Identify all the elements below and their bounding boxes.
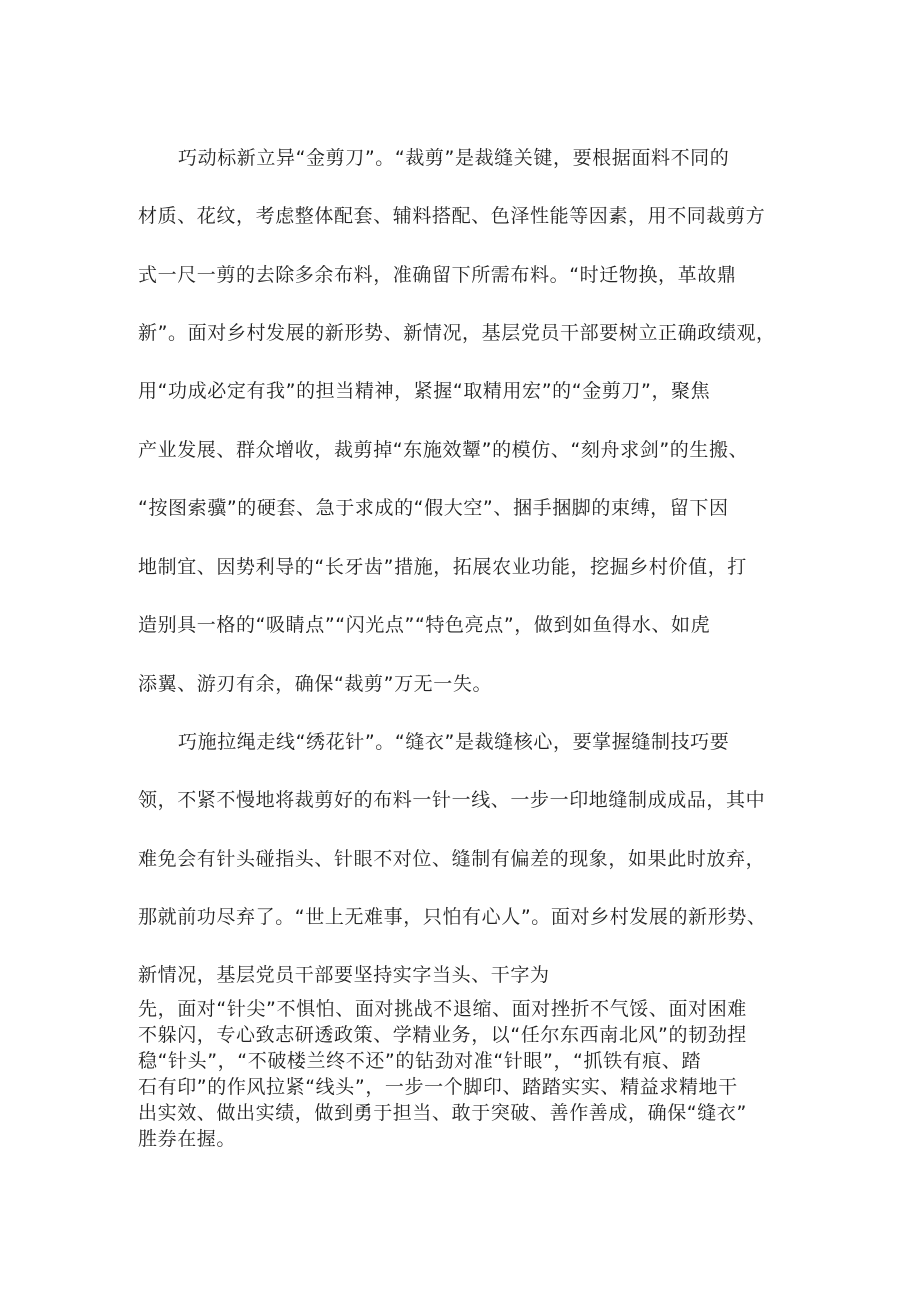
paragraph-2-tight-line-2: 不躲闪，专心致志研透政策、学精业务，以“任尔东西南北风”的韧劲捏 (138, 1024, 747, 1046)
paragraph-2-line-3: 难免会有针头碰指头、针眼不对位、缝制有偏差的现象，如果此时放弃， (138, 848, 766, 870)
paragraph-1-line-6: 产业发展、群众增收，裁剪掉“东施效颦”的模仿、“刻舟求剑”的生搬、 (138, 439, 749, 461)
paragraph-2-tight-line-3: 稳“针头”，“不破楼兰终不还”的钻劲对准“针眼”，“抓铁有痕、踏 (138, 1050, 702, 1072)
paragraph-1-line-5: 用“功成必定有我”的担当精神，紧握“取精用宏”的“金剪刀”，聚焦 (138, 380, 711, 402)
paragraph-1-line-4: 新”。面对乡村发展的新形势、新情况，基层党员干部要树立正确政绩观， (138, 322, 776, 344)
paragraph-1-line-9: 造别具一格的“吸睛点”“闪光点”“特色亮点”，做到如鱼得水、如虎 (138, 614, 711, 636)
paragraph-1-line-2: 材质、花纹，考虑整体配套、辅料搭配、色泽性能等因素，用不同裁剪方 (138, 205, 766, 227)
paragraph-2-tight-line-6: 胜券在握。 (138, 1128, 237, 1150)
paragraph-1-line-7: “按图索骥”的硬套、急于求成的“假大空”、捆手捆脚的束缚，留下因 (138, 497, 729, 519)
paragraph-1-line-8: 地制宜、因势利导的“长牙齿”措施，拓展农业功能，挖掘乡村价值，打 (138, 556, 747, 578)
paragraph-1-line-1: 巧动标新立异“金剪刀”。“裁剪”是裁缝关键，要根据面料不同的 (178, 147, 730, 169)
paragraph-1-line-3: 式一尺一剪的去除多余布料，准确留下所需布料。“时迁物换，革故鼎 (138, 264, 737, 286)
paragraph-2-line-4: 那就前功尽弃了。“世上无难事，只怕有心人”。面对乡村发展的新形势、 (138, 906, 767, 928)
paragraph-2-tight-line-4: 石有印”的作风拉紧“线头”，一步一个脚印、踏踏实实、精益求精地干 (138, 1076, 738, 1098)
paragraph-2-line-1: 巧施拉绳走线“绣花针”。“缝衣”是裁缝核心，要掌握缝制技巧要 (178, 731, 730, 753)
paragraph-2-line-2: 领，不紧不慢地将裁剪好的布料一针一线、一步一印地缝制成成品，其中 (138, 789, 766, 811)
paragraph-2-tight-line-5: 出实效、做出实绩，做到勇于担当、敢于突破、善作善成，确保“缝衣” (138, 1102, 747, 1124)
paragraph-2-line-5: 新情况，基层党员干部要坚持实字当头、干字为 (138, 964, 550, 986)
paragraph-2-tight-line-1: 先，面对“针尖”不惧怕、面对挑战不退缩、面对挫折不气馁、面对困难 (138, 998, 747, 1020)
paragraph-1-line-10: 添翼、游刃有余，确保“裁剪”万无一失。 (138, 673, 493, 695)
